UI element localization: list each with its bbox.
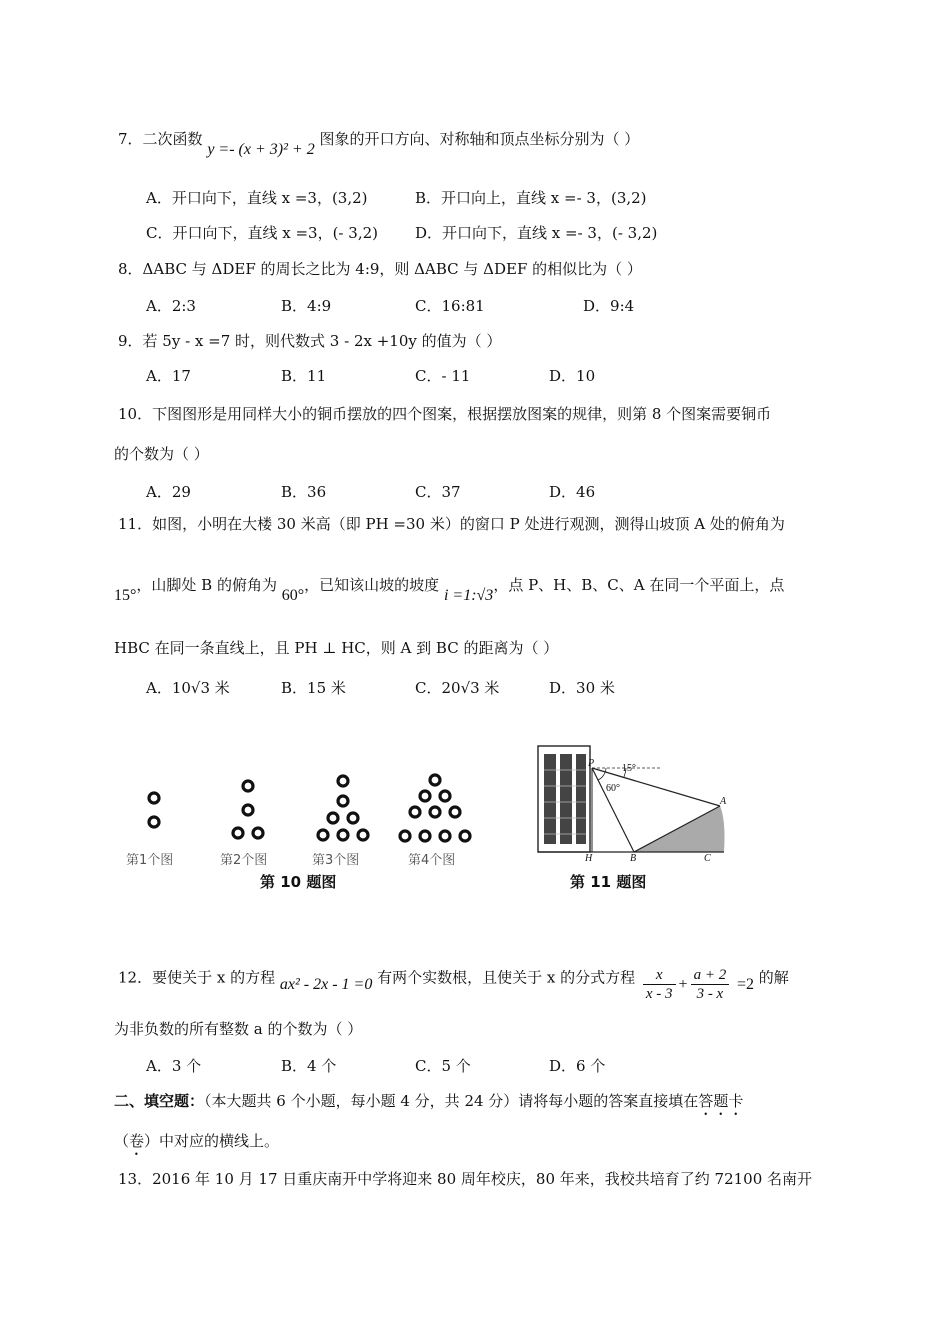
fig11-point-h: H <box>585 853 593 864</box>
q7-option-a: A．开口向下，直线 x =3，(3,2) <box>146 189 368 207</box>
fig11-point-c: C <box>704 853 711 864</box>
q7-option-d: D．开口向下，直线 x =- 3，(- 3,2) <box>415 224 658 242</box>
q7-option-c: C．开口向下，直线 x =3，(- 3,2) <box>146 224 378 242</box>
q10-option-a: A．29 <box>146 483 191 501</box>
q10-option-d: D．46 <box>549 483 596 501</box>
q12-option-c: C．5 个 <box>415 1057 471 1075</box>
q11-option-b: B．15 米 <box>281 679 346 697</box>
q9-stem: 9．若 5y - x =7 时，则代数式 3 - 2x +10y 的值为（ ） <box>118 332 502 350</box>
q8-option-d: D．9:4 <box>583 297 635 315</box>
coin-pattern-3 <box>318 776 368 840</box>
fig11-angle-60: 60° <box>606 783 620 794</box>
q7-option-b: B．开口向上，直线 x =- 3，(3,2) <box>415 189 647 207</box>
fig11-point-p: P <box>588 758 595 769</box>
q12-option-d: D．6 个 <box>549 1057 606 1075</box>
coin-pattern-4 <box>400 775 470 841</box>
q9-option-b: B．11 <box>281 367 327 385</box>
fig10-label-4: 第4个图 <box>408 853 456 868</box>
q11-option-a: A．10√3 米 <box>146 679 230 697</box>
q10-option-b: B．36 <box>281 483 327 501</box>
q10-stem-line2: 的个数为（ ） <box>114 445 209 463</box>
building-window-column <box>560 754 572 844</box>
fig11-title: 第 11 题图 <box>570 873 647 891</box>
q10-stem-line1: 10．下图图形是用同样大小的铜币摆放的四个图案，根据摆放图案的规律，则第 8 个图案需要铜币 <box>118 405 772 423</box>
fig10-label-3: 第3个图 <box>312 853 360 868</box>
building-window-column <box>576 754 586 844</box>
fig10-label-1: 第1个图 <box>126 853 174 868</box>
fig10-title: 第 10 题图 <box>260 873 337 891</box>
q12-fraction-2: $\frac{a + 2}{3 - x}$ <box>691 966 730 1003</box>
section2-heading: 二、填空题： <box>114 1092 205 1110</box>
fig10-label-2: 第2个图 <box>220 853 268 868</box>
q11-option-d: D．30 米 <box>549 679 615 697</box>
q11-stem-line2: 15°，山脚处 B 的俯角为 60°，已知该山坡的坡度 i =1:√3，点 P、H、B、C、A 在同一个平面上，点 <box>114 576 785 604</box>
q9-option-c: C．- 11 <box>415 367 471 385</box>
q10-option-c: C．37 <box>415 483 461 501</box>
fig11-angle-15: 15° <box>622 763 636 774</box>
q11-stem-line1: 11．如图，小明在大楼 30 米高（即 PH =30 米）的窗口 P 处进行观测，测得山坡顶 A 处的俯角为 <box>118 515 785 533</box>
building-window-column <box>544 754 556 844</box>
q8-option-b: B．4:9 <box>281 297 332 315</box>
emphasis-answer-card: 答题卡 <box>698 1092 744 1110</box>
section2-intro-line2: （卷）中对应的横线上。 <box>114 1132 280 1150</box>
fig11-point-b: B <box>630 853 637 864</box>
coin-pattern-1 <box>149 793 159 827</box>
q9-option-a: A．17 <box>146 367 191 385</box>
q12-option-a: A．3 个 <box>146 1057 202 1075</box>
q11-stem-line3: HBC 在同一条直线上，且 PH ⊥ HC，则 A 到 BC 的距离为（ ） <box>114 639 559 657</box>
fig11-point-a: A <box>720 796 727 807</box>
figure-11-slope-diagram <box>530 740 740 870</box>
q13-stem: 13．2016 年 10 月 17 日重庆南开中学将迎来 80 周年校庆，80 年来，我校共培育了约 72100 名南开 <box>118 1170 813 1188</box>
q12-equation: ax² - 2x - 1 =0 <box>279 975 373 993</box>
q12-fraction-1: $\frac{x}{x - 3}$ <box>643 966 676 1003</box>
q11-option-c: C．20√3 米 <box>415 679 500 697</box>
coin-pattern-2 <box>233 781 263 838</box>
q8-option-c: C．16:81 <box>415 297 485 315</box>
section2-intro: 二、填空题：（本大题共 6 个小题，每小题 4 分，共 24 分）请将每小题的答案直接填在答题卡 <box>114 1092 744 1110</box>
q7-stem: 7．二次函数 y =- (x + 3)² + 2 图象的开口方向、对称轴和顶点坐标分别为（ ） <box>118 130 640 158</box>
q12-stem-line1: 12．要使关于 x 的方程 ax² - 2x - 1 =0 有两个实数根，且使关于 x 的分式方程 $\frac{x}{x - 3}$ + $\frac{a + 2}{3 - x}$ =2 的解 <box>118 967 789 1002</box>
q12-option-b: B．4 个 <box>281 1057 337 1075</box>
sight-line-pb <box>592 768 634 852</box>
q12-stem-line2: 为非负数的所有整数 a 的个数为（ ） <box>114 1020 363 1038</box>
q7-formula: y =- (x + 3)² + 2 <box>207 141 315 158</box>
q8-stem: 8．ΔABC 与 ΔDEF 的周长之比为 4:9，则 ΔABC 与 ΔDEF 的相似比为（ ） <box>118 260 642 278</box>
q9-option-d: D．10 <box>549 367 596 385</box>
q8-option-a: A．2:3 <box>146 297 196 315</box>
